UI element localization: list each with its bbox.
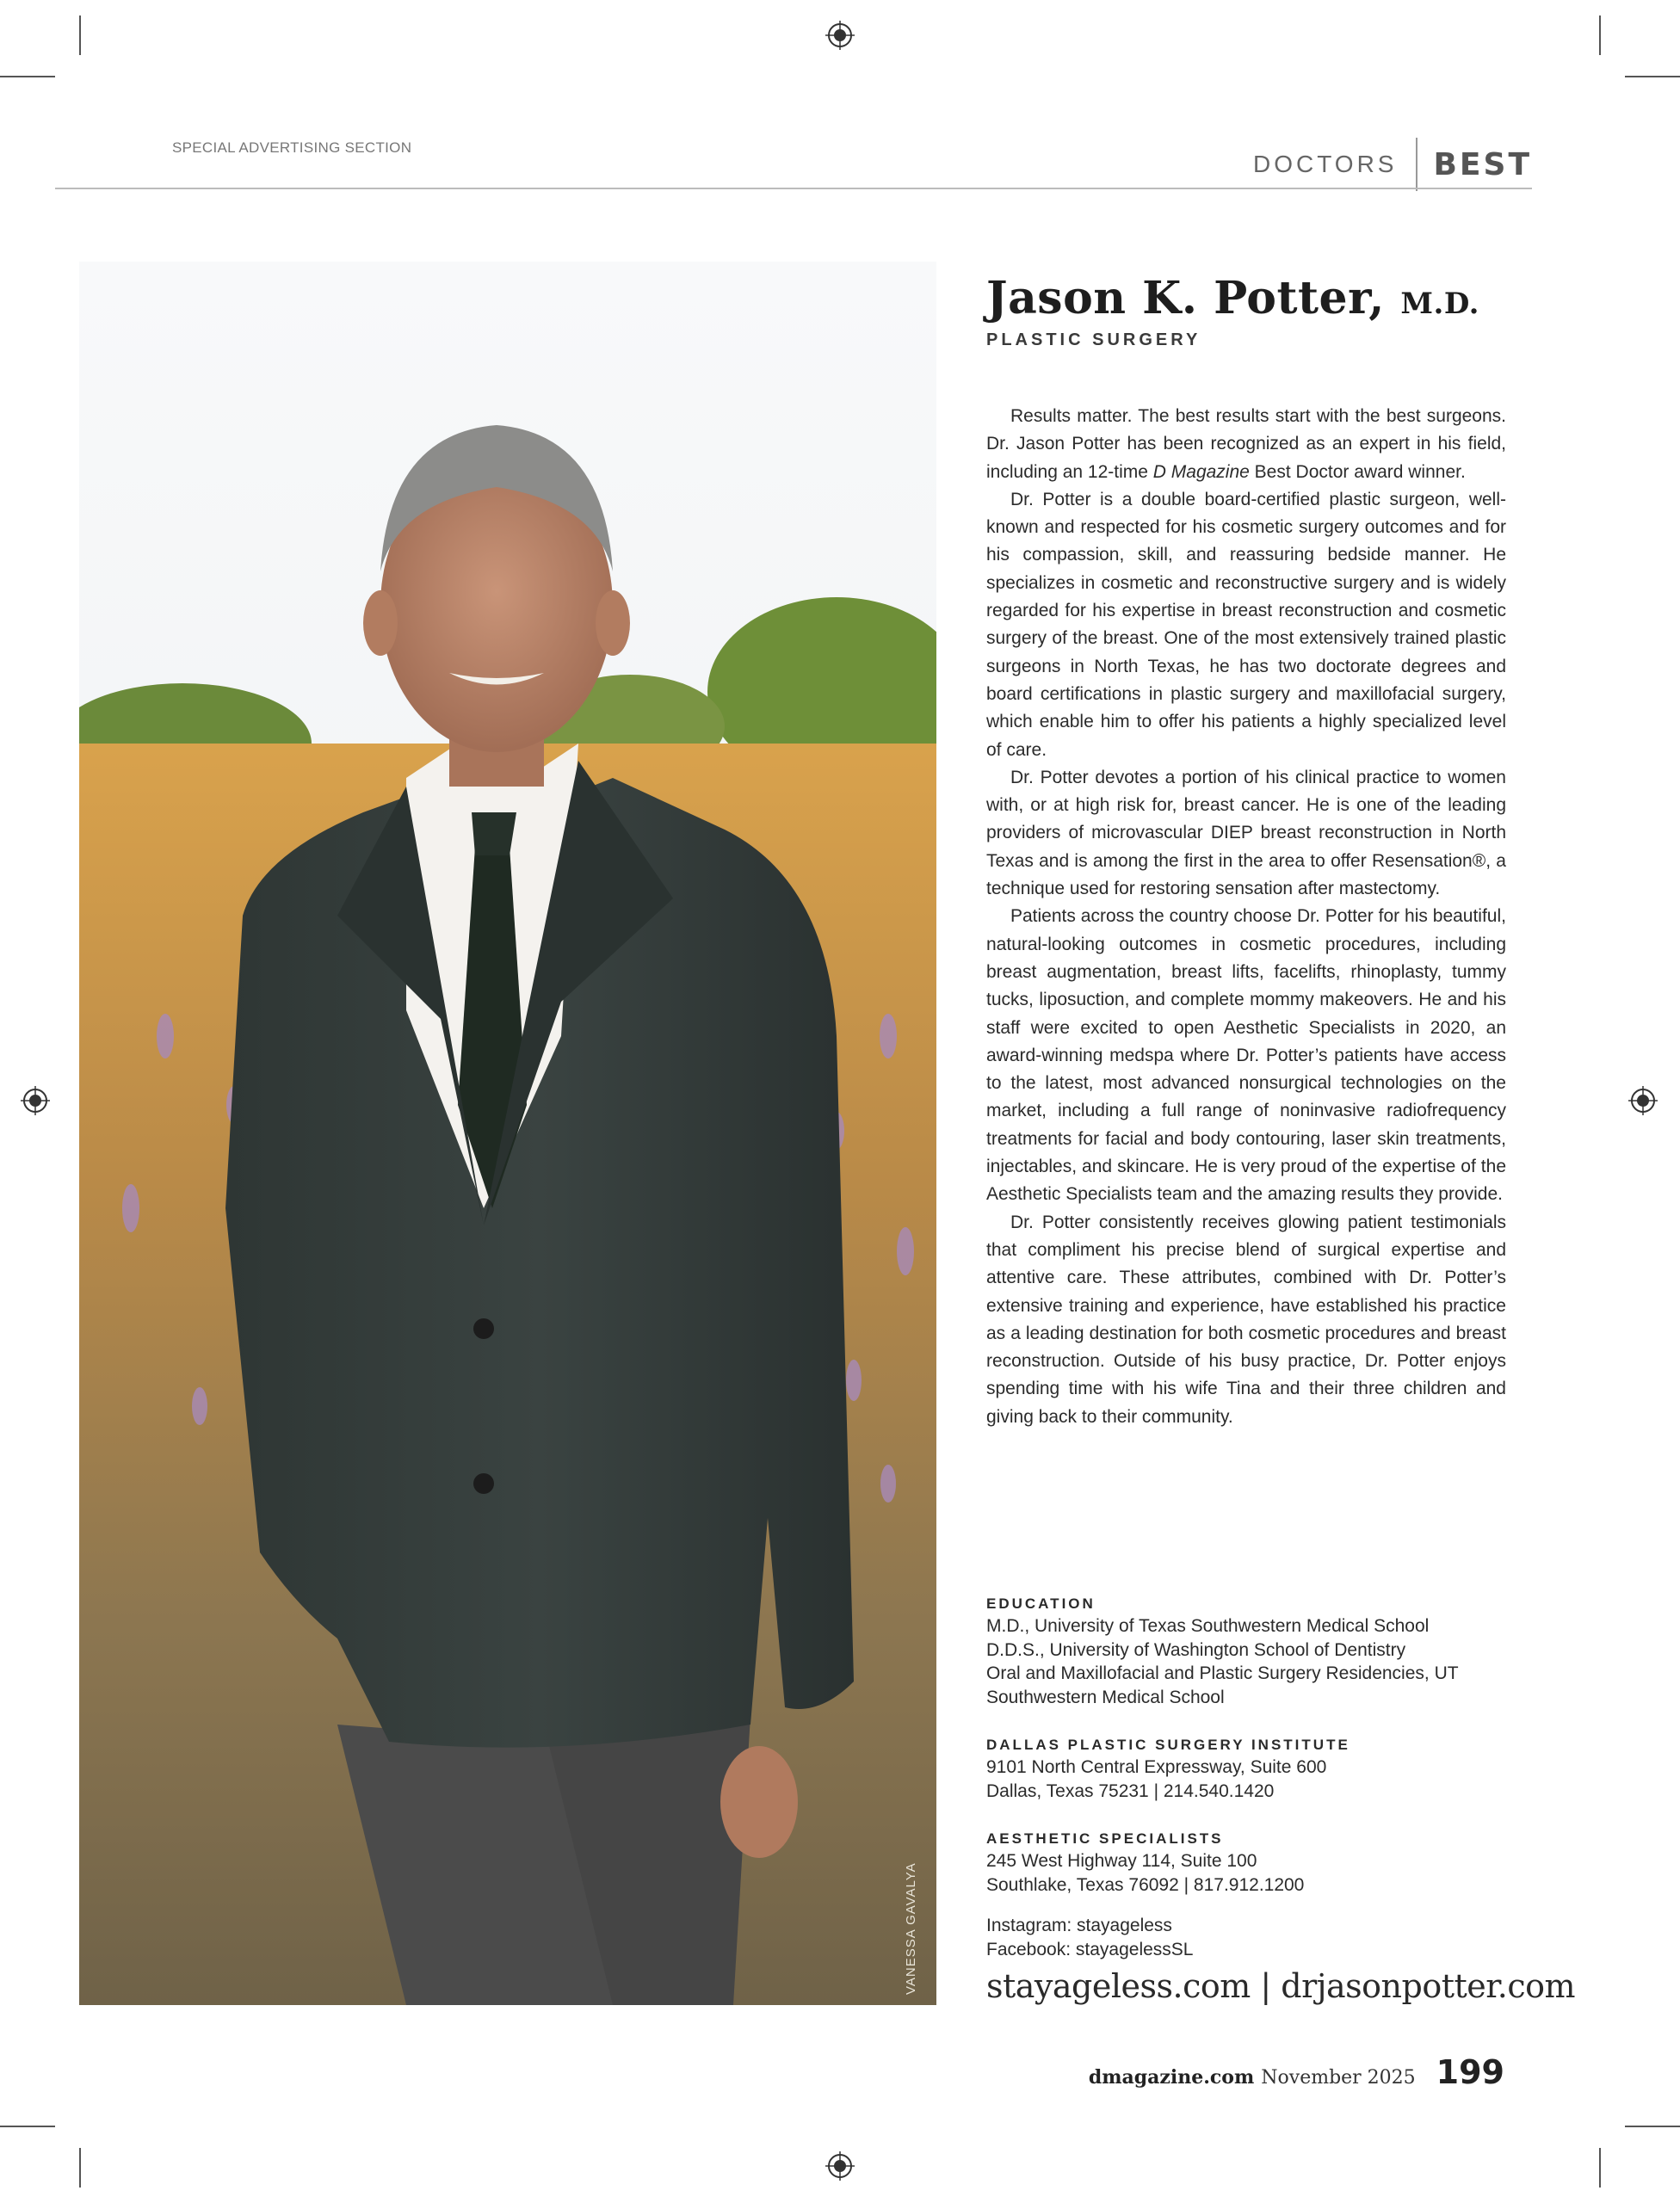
- crop-mark: [1625, 2126, 1680, 2127]
- bio-paragraph: Dr. Potter consistently receives glowing patient testimonials that compliment his precise blend of surgical expertise and attentive care. These attributes, combined with Dr. Potter’s extensive training and experience, have established his practice as a leading destination for both cosmetic procedures and breast reconstruction. Outside of his busy practice, Dr. Potter enjoys spending time with his wife Tina and their three children and giving back to their community.: [986, 1212, 1506, 1427]
- magazine-title: D Magazine: [1152, 461, 1250, 482]
- contact-info: [986, 1594, 1506, 1987]
- bio-text: Best Doctor award winner.: [1249, 461, 1466, 482]
- doctor-name-text: Jason K. Potter,: [986, 272, 1385, 324]
- aesthetic-label: AESTHETIC SPECIALISTS: [986, 1830, 1224, 1847]
- aesthetic-address: 245 West Highway 114, Suite 100: [986, 1851, 1257, 1871]
- crop-mark: [1599, 2148, 1601, 2188]
- education-label: EDUCATION: [986, 1595, 1096, 1612]
- biography: [986, 403, 1506, 1431]
- bio-paragraph: Dr. Potter devotes a portion of his clinical practice to women with, or at high risk for, breast cancer. He is one of the leading providers of microvascular DIEP breast reconstruction in North Texas and is among the first in the area to offer Resensation®, a technique used for restoring sensation after mastectomy.: [986, 767, 1506, 899]
- doctor-name: [986, 272, 1506, 324]
- crop-mark: [0, 2126, 55, 2127]
- page-number: 199: [1436, 2053, 1504, 2091]
- series-doctors: DOCTORS: [1252, 151, 1398, 177]
- header-rule: [55, 188, 1532, 189]
- dpsi-label: DALLAS PLASTIC SURGERY INSTITUTE: [986, 1737, 1350, 1753]
- footer-site: dmagazine.com: [1088, 2066, 1255, 2089]
- doctor-portrait-photo: [79, 262, 936, 2005]
- facebook-handle[interactable]: Facebook: stayagelessSL: [986, 1939, 1194, 1959]
- bio-text: Results matter. The best results start with the best surgeons. Dr. Jason Potter has been recognized as an expert in his field, including an 12-time: [986, 406, 1506, 482]
- registration-mark-icon: [1628, 1086, 1658, 1115]
- page-footer: [1089, 2053, 1504, 2091]
- special-advertising-label: SPECIAL ADVERTISING SECTION: [172, 139, 412, 156]
- crop-mark: [1599, 15, 1601, 55]
- photo-credit: VANESSA GAVALYA: [904, 1862, 918, 1995]
- bio-paragraph: Patients across the country choose Dr. Potter for his beautiful, natural-looking outcomes in cosmetic procedures, including breast augmentation, breast lifts, facelifts, rhinoplasty, tummy tucks, liposuction, and complete mommy makeovers. He and his staff were excited to open Aesthetic Specialists in 2020, an award-winning medspa where Dr. Potter’s patients have access to the latest, most advanced nonsurgical technologies on the market, including a full range of noninvasive radiofrequency treatments for facial and body contouring, laser skin treatments, injectables, and skincare. He is very proud of the expertise of the Aesthetic Specialists team and the amazing results they provide.: [986, 906, 1506, 1205]
- doctor-credential: M.D.: [1400, 287, 1479, 321]
- specialty-label: PLASTIC SURGERY: [986, 330, 1201, 349]
- dpsi-address: 9101 North Central Expressway, Suite 600: [986, 1757, 1327, 1777]
- education-block: [986, 1594, 1506, 1709]
- series-best: BEST: [1433, 146, 1532, 182]
- social-block: [986, 1914, 1506, 1961]
- aesthetic-block: [986, 1829, 1506, 1897]
- education-line: M.D., University of Texas Southwestern Medical School: [986, 1616, 1430, 1636]
- series-header: [1253, 138, 1532, 191]
- dpsi-block: [986, 1735, 1506, 1803]
- education-line: D.D.S., University of Washington School of Dentistry: [986, 1639, 1406, 1660]
- bio-paragraph: [986, 403, 1506, 486]
- registration-mark-icon: [825, 21, 855, 50]
- crop-mark: [0, 76, 55, 77]
- registration-mark-icon: [825, 2151, 855, 2181]
- instagram-handle[interactable]: Instagram: stayageless: [986, 1916, 1172, 1935]
- dpsi-city-phone: Dallas, Texas 75231 | 214.540.1420: [986, 1780, 1275, 1801]
- aesthetic-city-phone: Southlake, Texas 76092 | 817.912.1200: [986, 1874, 1305, 1895]
- crop-mark: [79, 2148, 81, 2188]
- bio-paragraph: Dr. Potter is a double board-certified plastic surgeon, well-known and respected for his cosmetic surgery outcomes and for his compassion, skill, and reassuring bedside manner. He specializes in cosmetic and reconstructive surgery and is widely regarded for his expertise in breast reconstruction and cosmetic surgery of the breast. One of the most extensively trained plastic surgeons in North Texas, he has two doctorate degrees and board certifications in plastic surgery and maxillofacial surgery, which enable him to offer his patients a highly specialized level of care.: [986, 489, 1506, 760]
- education-line: Oral and Maxillofacial and Plastic Surgery Residencies, UT Southwestern Medical School: [986, 1663, 1459, 1707]
- registration-mark-icon: [21, 1086, 50, 1115]
- crop-mark: [79, 15, 81, 55]
- footer-issue: November 2025: [1261, 2067, 1416, 2089]
- crop-mark: [1625, 76, 1680, 77]
- website-links[interactable]: stayageless.com | drjasonpotter.com: [986, 1967, 1576, 2005]
